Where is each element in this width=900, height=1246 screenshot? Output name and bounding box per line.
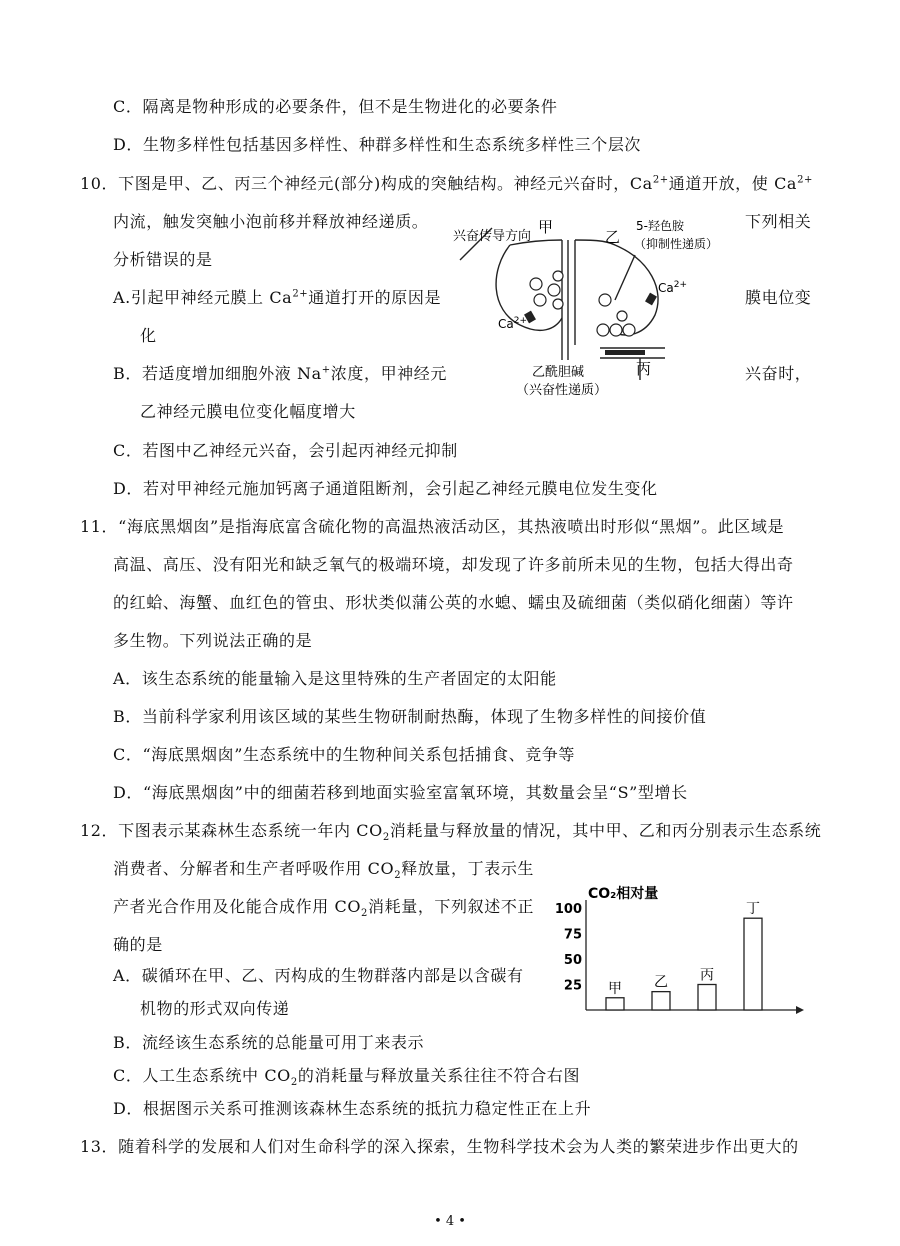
label-bing: 丙 — [636, 360, 652, 378]
q12-option-a: A．碳循环在甲、乙、丙构成的生物群落内部是以含碳有 — [113, 966, 524, 985]
y-tick-label: 50 — [563, 953, 582, 968]
label-jia: 甲 — [538, 218, 554, 236]
co2-bar-chart — [550, 878, 810, 1028]
serotonin-note: （抑制性递质） — [634, 237, 719, 251]
synapse-diagram — [450, 200, 745, 400]
q12-option-b: B．流经该生态系统的总能量可用丁来表示 — [113, 1033, 425, 1052]
chart-title: CO₂相对量 — [588, 886, 659, 902]
q9-option-c: C．隔离是物种形成的必要条件，但不是生物进化的必要条件 — [113, 97, 558, 116]
y-tick-label: 75 — [563, 927, 582, 943]
q12-option-a-cont: 机物的形式双向传递 — [140, 999, 290, 1018]
y-tick-label: 25 — [563, 978, 582, 994]
q10-stem-line1: 10．下图是甲、乙、丙三个神经元(部分)构成的突触结构。神经元兴奋时，$Ca^{2+}$通道开放，使 $Ca^{2+}$ — [80, 174, 814, 193]
vesicles-yi — [597, 294, 635, 336]
ca-left-label: $Ca^{2+}$ — [498, 316, 528, 331]
bar-3 — [744, 918, 762, 1010]
q12-option-d: D．根据图示关系可推测该森林生态系统的抵抗力稳定性正在上升 — [113, 1099, 592, 1118]
ach-note: （兴奋性递质） — [516, 383, 608, 398]
q10-option-a-right: 膜电位变 — [745, 288, 812, 307]
label-yi: 乙 — [605, 228, 621, 246]
q10-option-a-cont: 化 — [140, 326, 157, 345]
bar-label-3: 丁 — [746, 901, 760, 918]
q10-option-d: D．若对甲神经元施加钙离子通道阻断剂，会引起乙神经元膜电位发生变化 — [113, 479, 658, 498]
q12-stem-line1: 12．下图表示某森林生态系统一年内 $CO_2$消耗量与释放量的情况，其中甲、乙和丙分别表示生态系统 — [80, 821, 822, 844]
q11-stem-line3: 的红蛤、海蟹、血红色的管虫、形状类似蒲公英的水螅、蠕虫及硫细菌（类似硝化细菌）等许 — [113, 593, 794, 612]
ca-right-label: $Ca^{2+}$ — [658, 280, 688, 295]
q10-option-a: A.引起甲神经元膜上 $Ca^{2+}$通道打开的原因是 — [113, 288, 442, 307]
direction-label: 兴奋传导方向 — [453, 229, 532, 244]
bar-2 — [698, 985, 716, 1011]
q11-stem-line4: 多生物。下列说法正确的是 — [113, 631, 313, 650]
q12-option-c: C．人工生态系统中 $CO_2$的消耗量与释放量关系往往不符合右图 — [113, 1066, 581, 1089]
bar-1 — [652, 992, 670, 1010]
q11-option-d: D．“海底黑烟囱”中的细菌若移到地面实验室富氧环境，其数量会呈“S”型增长 — [113, 783, 688, 802]
q12-stem-line2: 消费者、分解者和生产者呼吸作用 $CO_2$释放量，丁表示生 — [113, 859, 535, 882]
bar-label-1: 乙 — [654, 974, 668, 991]
bar-label-0: 甲 — [608, 980, 622, 997]
serotonin-label: 5-羟色胺 — [636, 219, 684, 233]
q13-stem-line1: 13．随着科学的发展和人们对生命科学的深入探索，生物科学技术会为人类的繁荣进步作出更大的 — [80, 1137, 799, 1156]
q12-stem-line3: 产者光合作用及化能合成作用 $CO_2$消耗量，下列叙述不正 — [113, 897, 535, 920]
bar-label-2: 丙 — [700, 967, 714, 984]
q10-option-c: C．若图中乙神经元兴奋，会引起丙神经元抑制 — [113, 441, 458, 460]
q11-option-b: B．当前科学家利用该区域的某些生物研制耐热酶，体现了生物多样性的间接价值 — [113, 707, 707, 726]
q11-stem-line1: 11．“海底黑烟囱”是指海底富含硫化物的高温热液活动区，其热液喷出时形似“黑烟”。此区域是 — [80, 517, 785, 536]
q10-stem-line2: 内流，触发突触小泡前移并释放神经递质。 — [113, 212, 429, 231]
q10-stem-line3: 分析错误的是 — [113, 250, 213, 269]
q10-option-b-cont: 乙神经元膜电位变化幅度增大 — [140, 402, 356, 421]
q11-stem-line2: 高温、高压、没有阳光和缺乏氧气的极端环境，却发现了许多前所未见的生物，包括大得出奇 — [113, 555, 794, 574]
q10-option-b: B．若适度增加细胞外液 Na+浓度，甲神经元 — [113, 364, 447, 383]
q9-option-d: D．生物多样性包括基因多样性、种群多样性和生态系统多样性三个层次 — [113, 135, 642, 154]
q10-option-b-right: 兴奋时， — [745, 364, 812, 383]
vesicles-jia — [530, 271, 563, 309]
ach-label: 乙酰胆碱 — [532, 365, 585, 380]
y-tick-label: 100 — [554, 902, 582, 917]
q10-stem-line2-right: 下列相关 — [745, 212, 812, 231]
x-axis-arrow — [796, 1006, 804, 1014]
q11-option-c: C．“海底黑烟囱”生态系统中的生物种间关系包括捕食、竞争等 — [113, 745, 576, 764]
page-number: • 4 • — [434, 1214, 466, 1229]
q11-option-a: A．该生态系统的能量输入是这里特殊的生产者固定的太阳能 — [113, 669, 557, 688]
bar-0 — [606, 998, 624, 1010]
q12-stem-line4: 确的是 — [113, 935, 163, 954]
